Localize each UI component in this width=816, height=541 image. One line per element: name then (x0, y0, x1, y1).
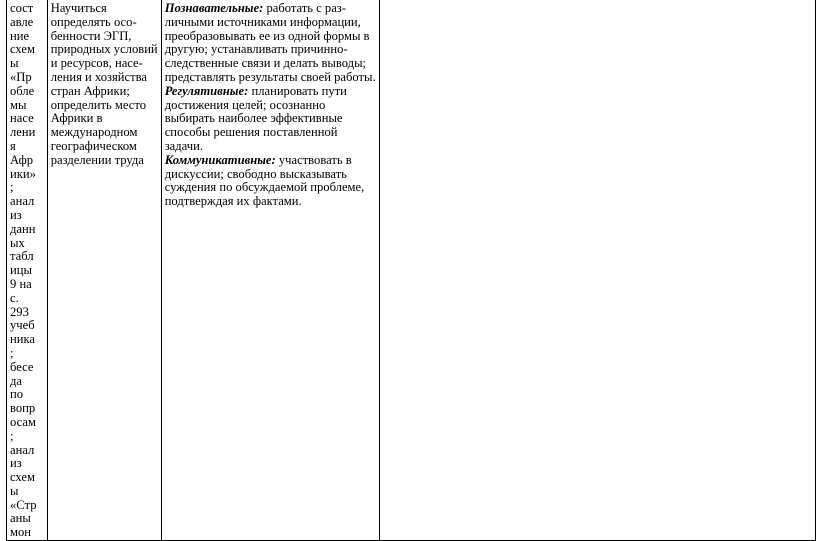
cell-line: аны (10, 511, 31, 526)
cell-line: учеб (10, 318, 35, 333)
cell-line: лени (10, 125, 36, 140)
cell-line: ики» (10, 166, 36, 181)
cognitive-label: Познавательные: (164, 1, 264, 15)
regulatory-line (165, 85, 376, 99)
cell-line: ; (10, 180, 14, 195)
cell-line: мон (10, 525, 32, 540)
cell-line: сост (10, 1, 34, 15)
cell-line: «Стр (10, 497, 37, 512)
cell-line: ; (10, 345, 14, 360)
cell-line: ы (10, 56, 19, 71)
goals-cell (47, 0, 161, 541)
cell-line: подтверждая их фактами. (164, 194, 302, 209)
cell-line: способы решения поставленной (164, 125, 338, 140)
cell-line: вопр (10, 401, 36, 416)
cell-line: другую; устанавливать причинно- (164, 42, 348, 57)
cell-line: из (10, 456, 22, 471)
table-row (7, 0, 816, 541)
cell-line: географическом (50, 138, 137, 153)
cell-line: анал (10, 194, 35, 209)
cell-line: задачи. (164, 138, 203, 153)
cell-line: Африки в (50, 111, 103, 126)
cell-line: определить место (50, 97, 146, 112)
empty-cell (379, 0, 815, 541)
cell-line: природных условий (50, 42, 158, 57)
cell-line: планировать пути (248, 83, 347, 98)
cell-line: 293 (10, 304, 29, 319)
cell-line: и ресурсов, насе- (50, 56, 143, 71)
cell-line: Афр (10, 152, 34, 167)
cell-line: работать с раз- (263, 1, 346, 15)
cell-line: из (10, 207, 22, 222)
cell-line: ицы (10, 263, 32, 278)
cell-line: по (10, 387, 24, 402)
cell-line: ления и хозяйства (50, 69, 147, 84)
cell-line: суждения по обсуждаемой проблеме, (164, 180, 365, 195)
cell-line: бенности ЭГП, (50, 28, 132, 43)
cell-line: обле (10, 83, 35, 98)
cell-line: мы (10, 97, 27, 112)
activities-cell (7, 0, 48, 541)
cell-line: анал (10, 442, 35, 457)
cell-line: схем (10, 470, 35, 485)
cell-line: «Пр (10, 69, 32, 84)
cell-line: с. (10, 290, 19, 305)
cell-line: личными источниками информации, (164, 14, 361, 29)
lesson-plan-table (6, 0, 816, 541)
skills-cell (161, 0, 379, 541)
cell-line: разделении труда (50, 152, 144, 167)
cell-line: стран Африки; (50, 83, 130, 98)
cell-line: достижения целей; осознанно (164, 97, 326, 112)
cell-line: следственные связи и делать выводы; (164, 56, 367, 71)
cell-line: ы (10, 483, 19, 498)
cell-line: да (10, 373, 22, 388)
cell-line: табл (10, 249, 34, 264)
cell-line: ; (10, 428, 14, 443)
cell-line: ых (10, 235, 25, 250)
cell-line: ние (10, 28, 30, 43)
cell-line: представлять результаты своей работы. (164, 69, 376, 84)
cognitive-line (165, 2, 376, 16)
cell-line: 9 на (10, 276, 32, 291)
cell-line: данн (10, 221, 36, 236)
cell-line: я (10, 138, 16, 153)
cell-line: ника (10, 332, 35, 347)
communicative-label: Коммуникативные: (164, 152, 276, 167)
cell-line: преобразовывать ее из одной формы в (164, 28, 370, 43)
regulatory-label: Регулятивные: (164, 83, 249, 98)
cell-line: авле (10, 14, 34, 29)
cell-line: выбирать наиболее эффективные (164, 111, 343, 126)
cell-line: бесе (10, 359, 34, 374)
cell-line: определять осо- (50, 14, 137, 29)
cell-line: дискуссии; свободно высказывать (164, 166, 347, 181)
cell-line: насе (10, 111, 34, 126)
cell-line: участвовать в (275, 152, 352, 167)
cell-line: осам (10, 414, 36, 429)
communicative-line (165, 154, 376, 168)
cell-line: международном (50, 125, 138, 140)
cell-line: Научиться (50, 1, 107, 15)
cell-line: схем (10, 42, 35, 57)
